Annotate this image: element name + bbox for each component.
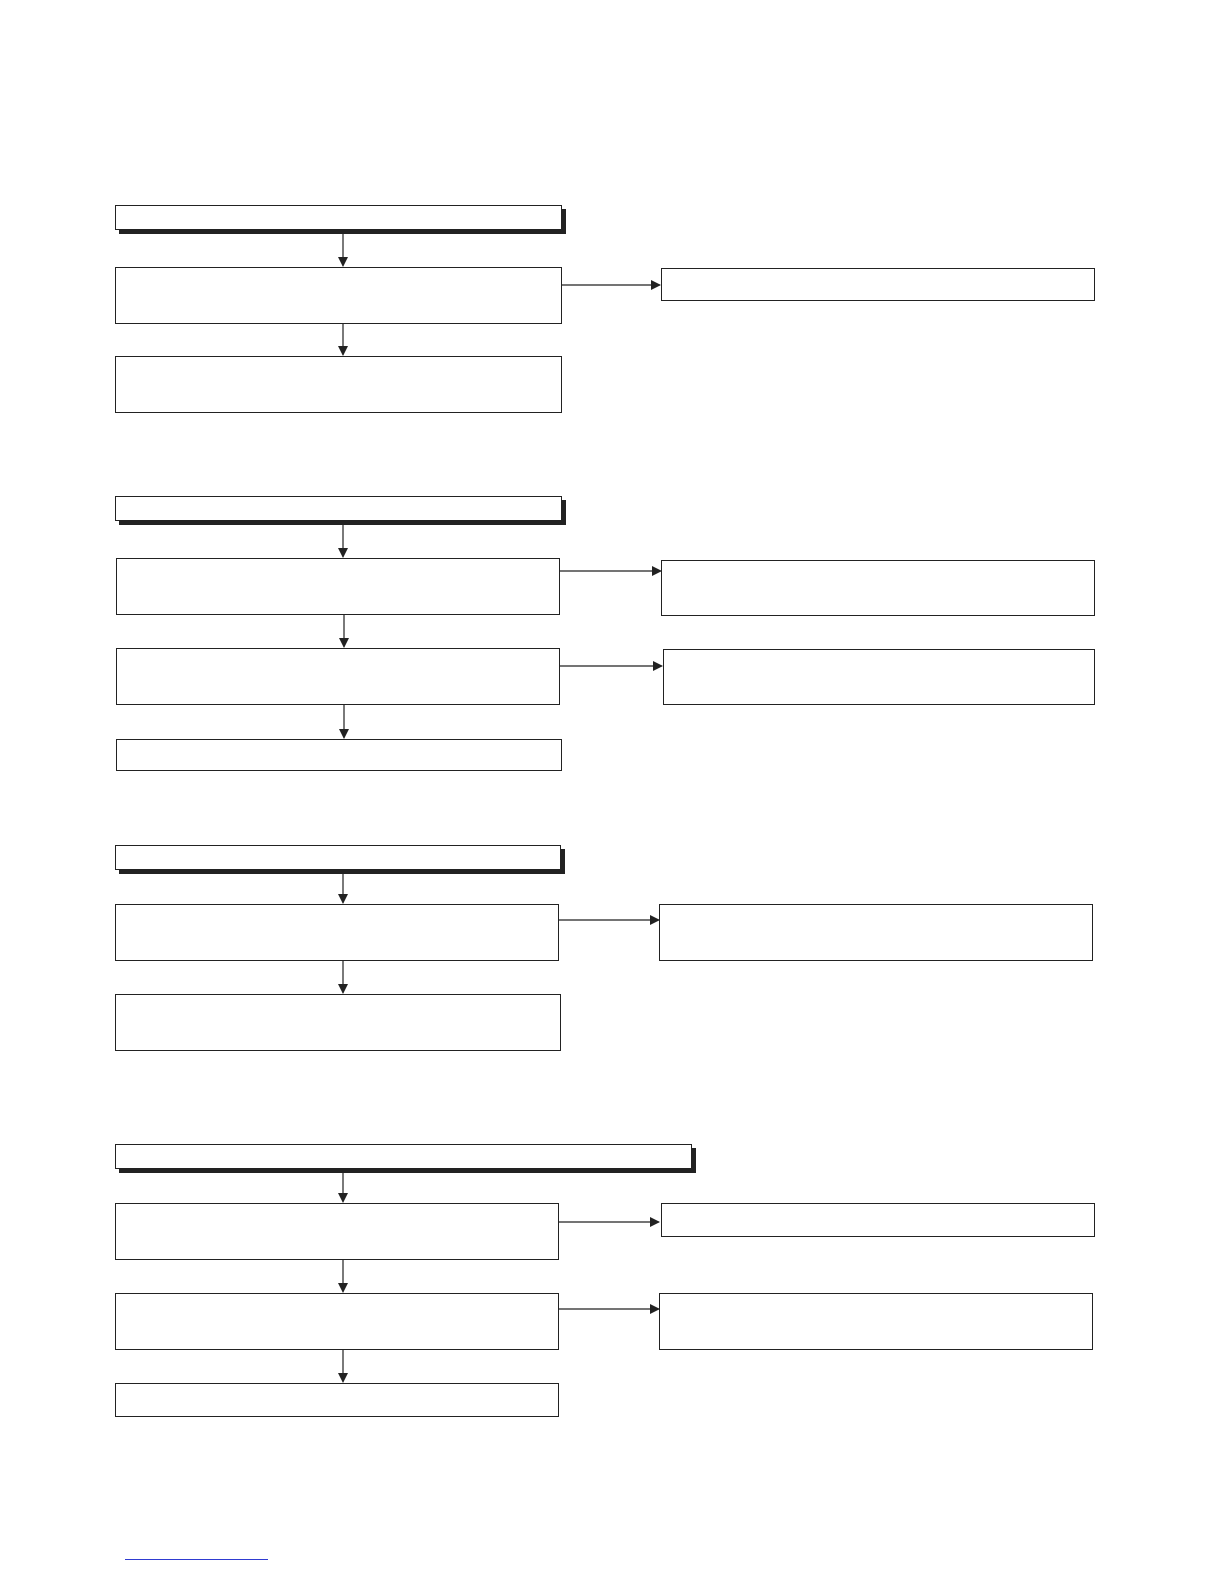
section-2-step-3 bbox=[116, 739, 562, 771]
section-4-result-1 bbox=[661, 1203, 1095, 1237]
section-3-result-1 bbox=[659, 904, 1093, 961]
section-4-step-3 bbox=[115, 1383, 559, 1417]
section-1-result-1 bbox=[661, 268, 1095, 301]
section-4-result-2 bbox=[659, 1293, 1093, 1350]
section-3-header bbox=[115, 845, 561, 870]
section-3-step-2 bbox=[115, 994, 561, 1051]
section-4-step-1 bbox=[115, 1203, 559, 1260]
section-1-step-1 bbox=[115, 267, 562, 324]
section-2-result-1 bbox=[661, 560, 1095, 616]
footer-link-underline[interactable] bbox=[125, 1559, 268, 1561]
section-2-header bbox=[115, 496, 562, 521]
section-1-header bbox=[115, 205, 562, 230]
section-2-result-2 bbox=[663, 649, 1095, 705]
section-2-step-2 bbox=[116, 648, 560, 705]
section-2-step-1 bbox=[116, 558, 560, 615]
section-1-step-2 bbox=[115, 356, 562, 413]
section-4-step-2 bbox=[115, 1293, 559, 1350]
section-4-header bbox=[115, 1144, 692, 1169]
section-3-step-1 bbox=[115, 904, 559, 961]
